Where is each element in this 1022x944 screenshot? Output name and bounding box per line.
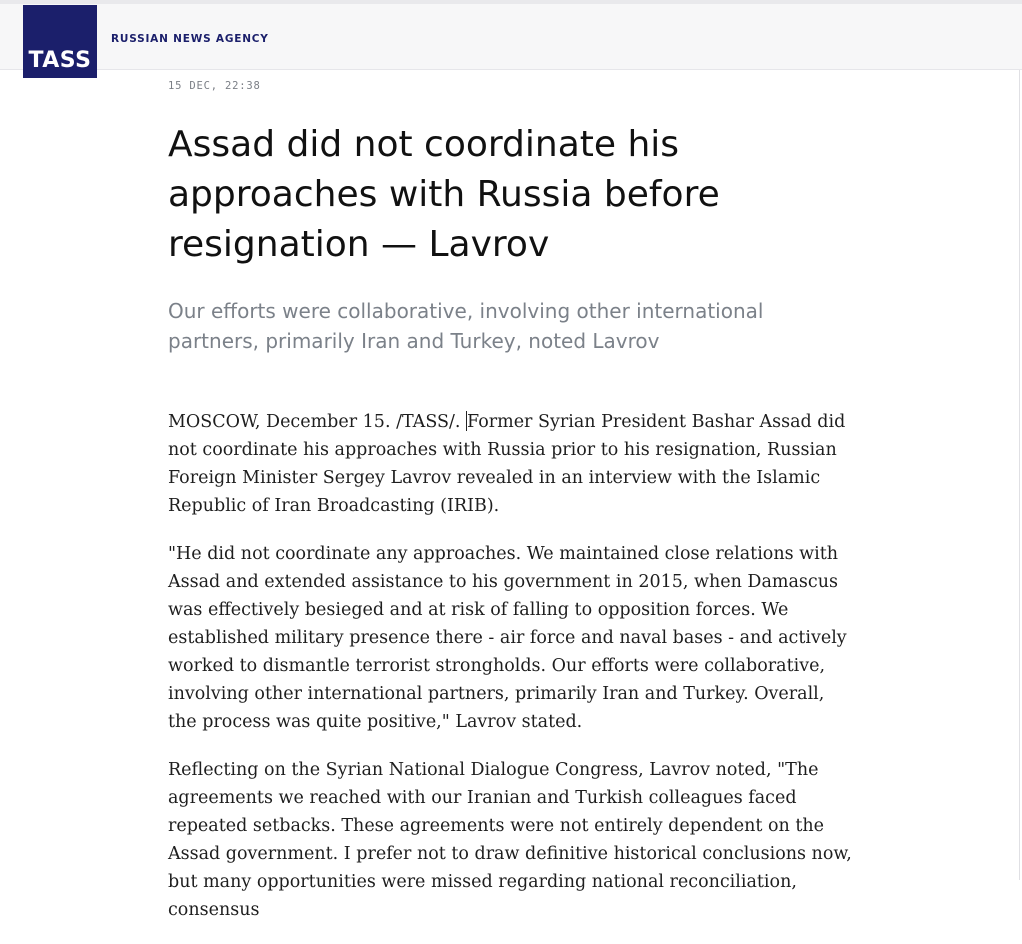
site-header bbox=[0, 0, 1022, 70]
article-lead: Our efforts were collaborative, involving other international partners, primarily Iran and Turkey, noted Lavrov bbox=[168, 299, 764, 353]
logo-text: TASS bbox=[28, 48, 92, 73]
paragraph-dateline-prefix: MOSCOW, December 15. /TASS/. bbox=[168, 412, 467, 432]
agency-name[interactable]: RUSSIAN NEWS AGENCY bbox=[111, 33, 269, 45]
article-title: Assad did not coordinate his approaches with Russia before resignation — Lavrov bbox=[168, 124, 720, 265]
article-paragraph: Reflecting on the Syrian National Dialogue Congress, Lavrov noted, "The agreements we reached with our Iranian and Turkish colleagues faced repeated setbacks. These agreements were not entirely dependent on the Assad government. I prefer not to draw definitive historical conclusions now, but many opportunities were missed regarding national reconciliation, consensus bbox=[168, 760, 852, 920]
paragraph-text: Former Syrian President Bashar Assad did not coordinate his approaches with Russia prior to his resignation, Russian Foreign Minister Sergey Lavrov revealed in an interview with the Islamic Republic of Iran Broadcasting (IRIB). bbox=[168, 412, 846, 516]
article-paragraph: "He did not coordinate any approaches. We maintained close relations with Assad and extended assistance to his government in 2015, when Damascus was effectively besieged and at risk of falling to opposition forces. We established military presence there - air force and naval bases - and actively worked to dismantle terrorist strongholds. Our efforts were collaborative, involving other international partners, primarily Iran and Turkey. Overall, the process was quite positive," Lavrov stated. bbox=[168, 544, 847, 732]
article-paragraph bbox=[168, 408, 858, 520]
content-edge-divider bbox=[1019, 70, 1020, 880]
article-body bbox=[168, 408, 858, 944]
article-dateline: 15 DEC, 22:38 bbox=[168, 80, 261, 92]
tass-logo[interactable] bbox=[23, 5, 97, 78]
